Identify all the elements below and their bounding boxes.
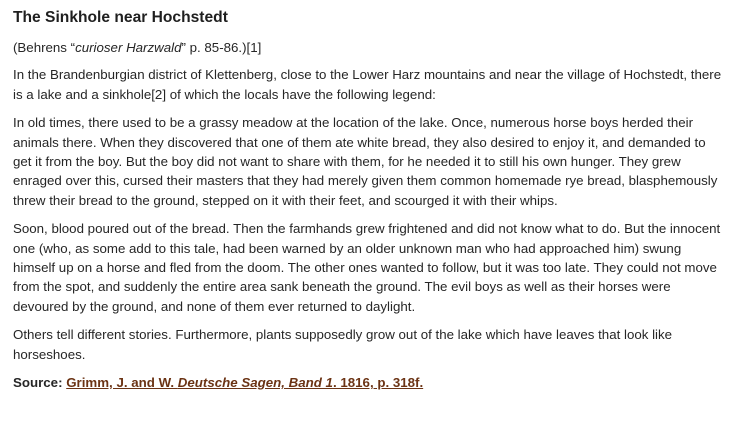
citation-line <box>13 38 724 57</box>
source-link[interactable] <box>66 375 423 390</box>
citation-suffix: ” p. 85-86.)[1] <box>181 40 262 55</box>
citation-prefix: (Behrens “ <box>13 40 76 55</box>
source-label: Source: <box>13 375 67 391</box>
source-link-suffix: . 1816, p. 318f. <box>332 375 424 391</box>
source-link-title: Deutsche Sagen, Band 1 <box>177 375 333 391</box>
source-line <box>13 373 724 392</box>
citation-work: curioser Harzwald <box>75 40 182 55</box>
source-link-prefix: Grimm, J. and W. <box>66 375 178 391</box>
legend-paragraph-2: Soon, blood poured out of the bread. Then the farmhands grew frightened and did not know what to do. But the innocent one (who, as some add to this tale, had been warned by an older unknown man who had approached him) swung himself up on a horse and fled from the doom. The other ones wanted to follow, but it was too late. They could not move from the spot, and suddenly the entire area sank beneath the ground. The evil boys as well as their horses were devoured by the ground, and none of them ever returned to daylight. <box>13 221 721 314</box>
intro-paragraph: In the Brandenburgian district of Klettenberg, close to the Lower Harz mountains and near the village of Hochstedt, there is a lake and a sinkhole[2] of which the locals have the following legend: <box>13 67 722 102</box>
legend-paragraph-1: In old times, there used to be a grassy meadow at the location of the lake. Once, numerous horse boys herded their animals there. When they discovered that one of them ate white bread, they also desired to enjoy it, and demanded to get it from the boy. But the boy did not want to share with them, for he needed it to still his own hunger. They grew enraged over this, cursed their masters that they had merely given them common homemade rye bread, blasphemously threw their bread to the ground, stepped on it with their feet, and scourged it with their whips. <box>13 115 718 208</box>
closing-paragraph: Others tell different stories. Furthermore, plants supposedly grow out of the lake which have leaves that look like horseshoes. <box>13 327 673 362</box>
page-title: The Sinkhole near Hochstedt <box>13 9 228 26</box>
